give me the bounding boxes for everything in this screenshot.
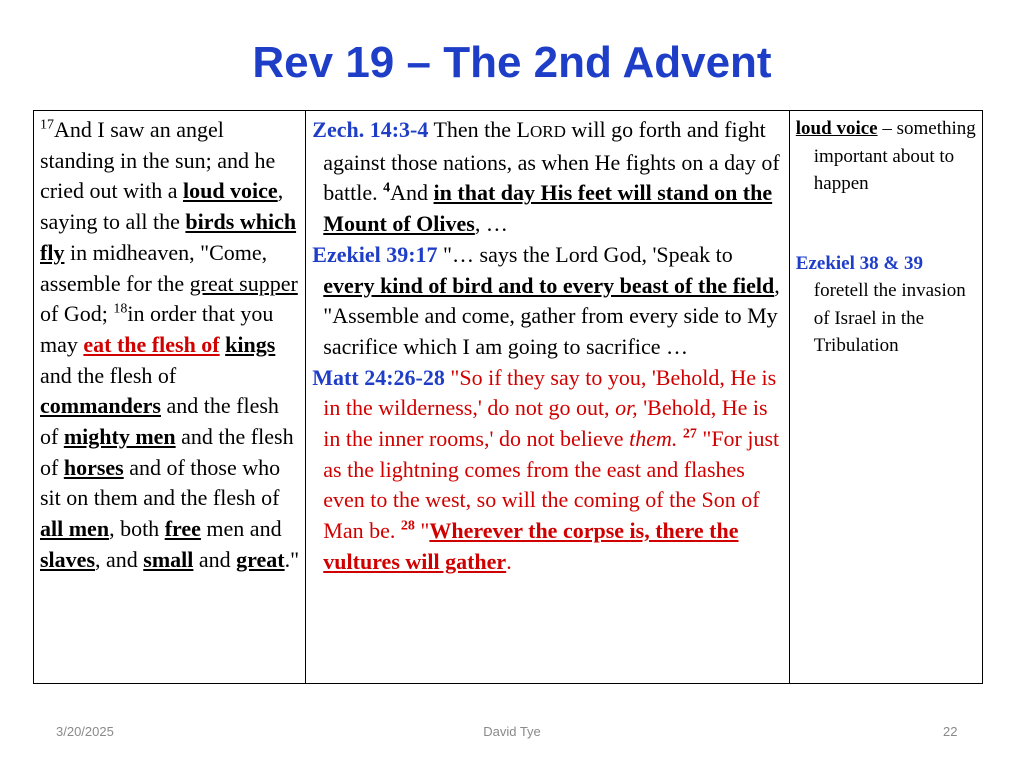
emphasis: commanders: [40, 393, 161, 419]
note-loud-voice: loud voice – something important about to happen: [795, 118, 976, 194]
content-table: [33, 110, 983, 684]
page-number: 22: [943, 724, 958, 739]
emphasis-red: Wherever the corpse is, there the vultures will gather: [323, 518, 739, 574]
note-term: Ezekiel 38 & 39: [795, 252, 923, 274]
matthew-passage: Matt 24:26-28 "So if they say to you, 'Behold, He is in the wilderness,' do not go out, or, 'Behold, He is in the inner rooms,' do not believe them. $^{27}$ "For just as the lightning comes from the east and flashes even to the west, so will the coming of the Son of Man be. $^{28}$ "Wherever the corpse is, there the vultures will gather.: [312, 364, 780, 574]
emphasis: birds which fly: [40, 209, 297, 265]
verse-number: 18: [113, 301, 128, 317]
emphasis: great: [236, 546, 285, 572]
emphasis: free: [164, 516, 201, 542]
emphasis: great supper: [189, 270, 298, 296]
emphasis: in that day His feet will stand on the Mount of Olives: [323, 180, 773, 237]
ezekiel-passage: Ezekiel 39:17 "… says the Lord God, 'Speak to every kind of bird and to every beast of the field, "Assemble and come, gather from every side to My sacrifice which I am going to sacrifice …: [312, 241, 780, 359]
reference-label: Matt 24:26-28: [312, 364, 445, 390]
emphasis: loud voice: [182, 178, 278, 204]
verse-number: 17: [40, 117, 54, 133]
note-ezekiel: Ezekiel 38 & 39 foretell the invasion of Israel in the Tribulation: [795, 252, 966, 356]
emphasis: all men: [40, 516, 110, 542]
verse-number: 27: [682, 426, 697, 442]
emphasis: every kind of bird and to every beast of the field: [323, 272, 775, 298]
reference-label: Ezekiel 39:17: [312, 241, 438, 267]
footer-date: 3/20/2025: [56, 724, 114, 739]
emphasis: small: [143, 546, 194, 572]
zechariah-passage: Zech. 14:3-4 Then the LORD will go forth and fight against those nations, as when He fights on a day of battle. $^4$And in that day His feet will stand on the Mount of Olives, …: [312, 117, 780, 237]
emphasis-red: eat the flesh of: [83, 331, 220, 357]
emphasis: horses: [63, 454, 124, 480]
revelation-text-cell: $^{17}$And I saw an angel standing in the sun; and he cried out with a loud voice, saying to all the birds which fly in midheaven, "Come, assemble for the great supper of God; $^{18}$in order that you may eat the flesh of kings and the flesh of commanders and the flesh of mighty men and the flesh of horses and of those who sit on them and the flesh of all men, both free men and slaves, and small and great.": [34, 111, 306, 684]
verse-number: 28: [400, 518, 415, 534]
cross-reference-cell: [306, 111, 790, 684]
slide-title: Rev 19 – The 2nd Advent: [252, 38, 772, 87]
emphasis: slaves: [40, 546, 95, 572]
footer-author: David Tye: [483, 724, 541, 739]
verse-number: 4: [383, 181, 391, 197]
notes-cell: [789, 111, 982, 684]
emphasis: mighty men: [63, 424, 176, 450]
emphasis: kings: [225, 331, 276, 357]
reference-label: Zech. 14:3-4: [312, 117, 429, 142]
note-term: loud voice: [795, 118, 878, 139]
